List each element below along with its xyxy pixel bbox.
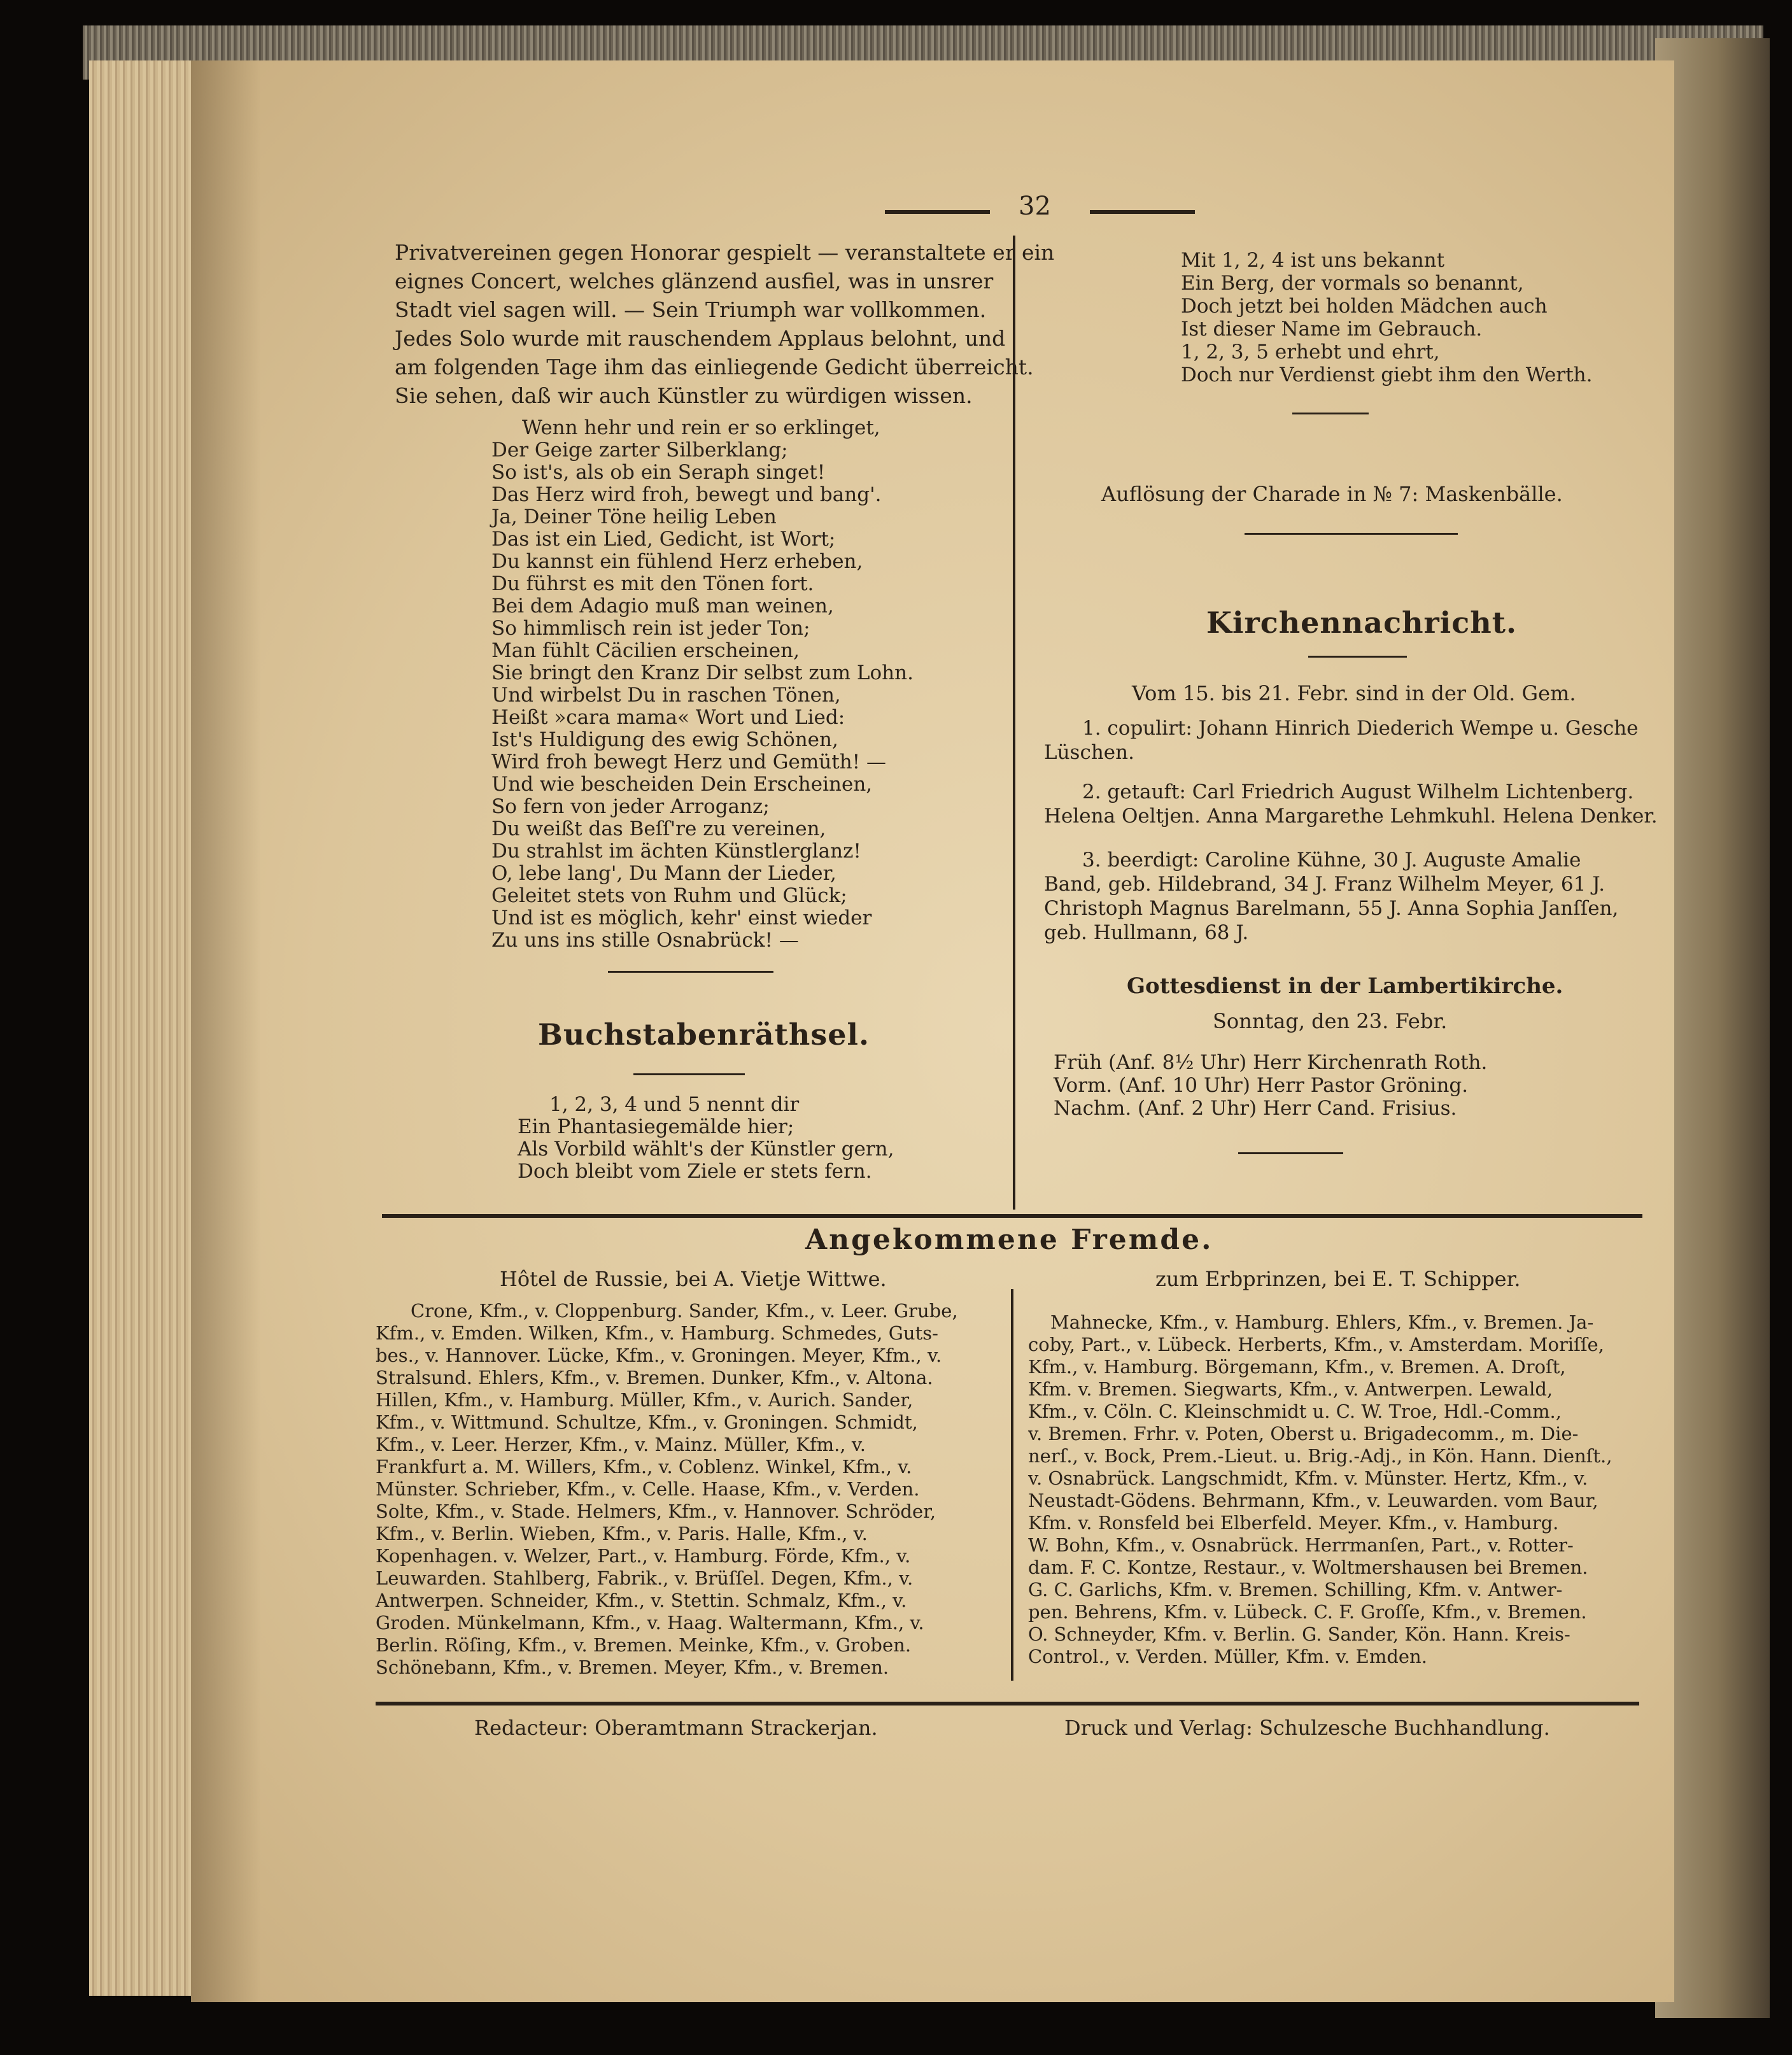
church-line: 2. getauft: Carl Friedrich August Wilhelm Lichtenberg. [1082, 780, 1634, 803]
arrival-line: Kfm., v. Hamburg. Börgemann, Kfm., v. Bremen. A. Droſt, [1028, 1356, 1566, 1378]
gutter-shadow [191, 60, 261, 2002]
poem-line: So ist's, als ob ein Seraph singet! [491, 461, 826, 484]
intro-line: Privatvereinen gegen Honorar gespielt — veranstaltete er ein [395, 240, 1055, 265]
riddle-line: Ein Phantasiegemälde hier; [518, 1115, 794, 1138]
poem-line: Heißt »cara mama« Wort und Lied: [491, 706, 845, 729]
arrival-line: Kfm., v. Berlin. Wieben, Kfm., v. Paris. Halle, Kfm., v. [376, 1523, 868, 1544]
arrival-line: Crone, Kfm., v. Cloppenburg. Sander, Kfm., v. Leer. Grube, [411, 1300, 958, 1322]
footer-printer: Druck und Verlag: Schulzesche Buchhandlung. [1064, 1716, 1550, 1740]
column-divider-top [1013, 236, 1015, 1210]
church-line: Lüschen. [1044, 741, 1134, 764]
poem-line: Man fühlt Cäcilien erscheinen, [491, 639, 800, 662]
riddle-line: Als Vorbild wählt's der Künstler gern, [518, 1138, 894, 1161]
arrival-line: Neustadt-Gödens. Behrmann, Kfm., v. Leuwarden. vom Baur, [1028, 1490, 1598, 1511]
poem-line: Geleitet stets von Ruhm und Glück; [491, 884, 847, 907]
section-rule [633, 1073, 745, 1075]
arrival-line: Kfm., v. Leer. Herzer, Kfm., v. Mainz. Müller, Kfm., v. [376, 1434, 866, 1455]
service-line: Vorm. (Anf. 10 Uhr) Herr Pastor Gröning. [1054, 1074, 1469, 1097]
section-rule [608, 971, 773, 973]
arrival-line: nerſ., v. Bock, Prem.-Lieut. u. Brig.-Adj., in Kön. Hann. Dienſt., [1028, 1445, 1612, 1467]
intro-line: Jedes Solo wurde mit rauschendem Applaus belohnt, und [395, 326, 1006, 351]
riddle-title: Buchstabenräthsel. [538, 1017, 870, 1052]
poem-line: Und wirbelst Du in raschen Tönen, [491, 684, 841, 707]
poem-line: O, lebe lang', Du Mann der Lieder, [491, 862, 836, 885]
column-divider-arrivals [1011, 1289, 1013, 1681]
church-line: Band, geb. Hildebrand, 34 J. Franz Wilhelm Meyer, 61 J. [1044, 873, 1605, 896]
arrival-line: v. Osnabrück. Langschmidt, Kfm. v. Münster. Hertz, Kfm., v. [1028, 1467, 1588, 1489]
intro-line: Stadt viel sagen will. — Sein Triumph war vollkommen. [395, 297, 987, 322]
poem-line: Bei dem Adagio muß man weinen, [491, 595, 834, 618]
section-rule [1245, 533, 1458, 535]
poem-line: Und ist es möglich, kehr' einst wieder [491, 907, 872, 929]
service-line: Früh (Anf. 8½ Uhr) Herr Kirchenrath Roth. [1054, 1051, 1488, 1074]
poem-line: So fern von jeder Arroganz; [491, 795, 770, 818]
arrival-line: Groden. Münkelmann, Kfm., v. Haag. Waltermann, Kfm., v. [376, 1612, 924, 1634]
riddle-line: Doch jetzt bei holden Mädchen auch [1181, 295, 1548, 318]
poem-line: Wird froh bewegt Herz und Gemüth! — [491, 751, 886, 773]
arrival-line: coby, Part., v. Lübeck. Herberts, Kfm., v. Amsterdam. Moriſſe, [1028, 1334, 1604, 1355]
poem-line: So himmlisch rein ist jeder Ton; [491, 617, 810, 640]
arrival-line: Kfm. v. Bremen. Siegwarts, Kfm., v. Antwerpen. Lewald, [1028, 1378, 1553, 1400]
section-rule [1292, 413, 1369, 414]
arrival-line: Kfm., v. Emden. Wilken, Kfm., v. Hamburg. Schmedes, Guts- [376, 1322, 938, 1344]
arrival-line: bes., v. Hannover. Lücke, Kfm., v. Groningen. Meyer, Kfm., v. [376, 1345, 942, 1366]
page-number: 32 [1019, 192, 1051, 221]
arrivals-right-heading: zum Erbprinzen, bei E. T. Schipper. [1155, 1267, 1521, 1291]
newspaper-page [191, 60, 1674, 2002]
intro-line: am folgenden Tage ihm das einliegende Gedicht überreicht. [395, 355, 1034, 379]
poem-line: Zu uns ins stille Osnabrück! — [491, 929, 799, 952]
arrival-line: Leuwarden. Stahlberg, Fabrik., v. Brüſſel. Degen, Kfm., v. [376, 1567, 914, 1589]
riddle-line: Doch bleibt vom Ziele er stets fern. [518, 1160, 872, 1183]
arrival-line: Hillen, Kfm., v. Hamburg. Müller, Kfm., v. Aurich. Sander, [376, 1389, 914, 1411]
poem-line: Das Herz wird froh, bewegt und bang'. [491, 483, 882, 506]
arrival-line: W. Bohn, Kfm., v. Osnabrück. Herrmanſen, Part., v. Rotter- [1028, 1534, 1574, 1556]
riddle-line: 1, 2, 3, 5 erhebt und ehrt, [1181, 341, 1440, 364]
page-number-dash-left [885, 210, 990, 214]
arrival-line: Solte, Kfm., v. Stade. Helmers, Kfm., v. Hannover. Schröder, [376, 1501, 936, 1522]
arrival-line: pen. Behrens, Kfm. v. Lübeck. C. F. Groſſe, Kfm., v. Bremen. [1028, 1601, 1587, 1623]
riddle-line: 1, 2, 3, 4 und 5 nennt dir [549, 1093, 800, 1116]
arrival-line: Control., v. Verden. Müller, Kfm. v. Emden. [1028, 1646, 1427, 1667]
poem-line: Ja, Deiner Töne heilig Leben [491, 505, 777, 528]
arrival-line: Berlin. Röſing, Kfm., v. Bremen. Meinke, Kfm., v. Groben. [376, 1634, 912, 1656]
arrival-line: Kfm. v. Ronsfeld bei Elberfeld. Meyer. Kfm., v. Hamburg. [1028, 1512, 1559, 1534]
poem-line: Und wie bescheiden Dein Erscheinen, [491, 773, 873, 796]
service-date: Sonntag, den 23. Febr. [1213, 1009, 1448, 1033]
arrival-line: Antwerpen. Schneider, Kfm., v. Stettin. Schmalz, Kfm., v. [376, 1590, 907, 1611]
arrival-line: Kopenhagen. v. Welzer, Part., v. Hamburg. Förde, Kfm., v. [376, 1545, 911, 1567]
arrivals-left-heading: Hôtel de Russie, bei A. Vietje Wittwe. [500, 1267, 887, 1291]
church-line: Christoph Magnus Barelmann, 55 J. Anna Sophia Janſſen, [1044, 897, 1619, 920]
arrival-line: v. Bremen. Frhr. v. Poten, Oberst u. Brigadecomm., m. Die- [1028, 1423, 1579, 1444]
arrival-line: Frankfurt a. M. Willers, Kfm., v. Coblenz. Winkel, Kfm., v. [376, 1456, 912, 1478]
horizontal-rule-arrivals [382, 1214, 1642, 1218]
poem-line: Das ist ein Lied, Gedicht, ist Wort; [491, 528, 836, 551]
riddle-line: Doch nur Verdienst giebt ihm den Werth. [1181, 364, 1593, 386]
section-rule [1238, 1152, 1343, 1154]
horizontal-rule-footer [376, 1702, 1639, 1705]
poem-line: Du kannst ein fühlend Herz erheben, [491, 550, 863, 573]
church-line: geb. Hullmann, 68 J. [1044, 921, 1249, 944]
arrival-line: Mahnecke, Kfm., v. Hamburg. Ehlers, Kfm., v. Bremen. Ja- [1050, 1311, 1594, 1333]
arrival-line: Kfm., v. Cöln. C. Kleinschmidt u. C. W. Troe, Hdl.-Comm., [1028, 1401, 1562, 1422]
intro-line: eignes Concert, welches glänzend ausfiel, was in unsrer [395, 269, 994, 293]
poem-line: Du führst es mit den Tönen fort. [491, 572, 814, 595]
church-line: Helena Oeltjen. Anna Margarethe Lehmkuhl. Helena Denker. [1044, 805, 1658, 828]
riddle-line: Ein Berg, der vormals so benannt, [1181, 272, 1524, 295]
section-rule [1308, 656, 1407, 658]
poem-line: Wenn hehr und rein er so erklinget, [522, 416, 880, 439]
church-news-title: Kirchennachricht. [1206, 605, 1517, 640]
service-title: Gottesdienst in der Lambertikirche. [1127, 973, 1563, 999]
poem-line: Du weißt das Beſſ're zu vereinen, [491, 817, 826, 840]
page-number-dash-right [1090, 210, 1195, 214]
arrivals-title: Angekommene Fremde. [805, 1224, 1213, 1256]
service-line: Nachm. (Anf. 2 Uhr) Herr Cand. Frisius. [1054, 1097, 1457, 1120]
arrival-line: Kfm., v. Wittmund. Schultze, Kfm., v. Groningen. Schmidt, [376, 1411, 918, 1433]
intro-line: Sie sehen, daß wir auch Künstler zu würdigen wissen. [395, 383, 973, 408]
riddle-line: Mit 1, 2, 4 ist uns bekannt [1181, 249, 1445, 272]
arrival-line: Münster. Schrieber, Kfm., v. Celle. Haase, Kfm., v. Verden. [376, 1478, 920, 1500]
poem-line: Ist's Huldigung des ewig Schönen, [491, 728, 838, 751]
arrival-line: O. Schneyder, Kfm. v. Berlin. G. Sander, Kön. Hann. Kreis- [1028, 1623, 1570, 1645]
footer-editor: Redacteur: Oberamtmann Strackerjan. [474, 1716, 878, 1740]
poem-line: Sie bringt den Kranz Dir selbst zum Lohn. [491, 661, 914, 684]
church-line: 3. beerdigt: Caroline Kühne, 30 J. Auguste Amalie [1082, 849, 1581, 872]
charade-solution: Auflösung der Charade in № 7: Maskenbälle. [1101, 482, 1563, 506]
arrival-line: Schönebann, Kfm., v. Bremen. Meyer, Kfm., v. Bremen. [376, 1656, 889, 1678]
riddle-line: Ist dieser Name im Gebrauch. [1181, 318, 1483, 341]
poem-line: Du strahlst im ächten Künstlerglanz! [491, 840, 861, 863]
arrival-line: dam. F. C. Kontze, Restaur., v. Woltmershausen bei Bremen. [1028, 1557, 1588, 1578]
church-line: 1. copulirt: Johann Hinrich Diederich Wempe u. Gesche [1082, 717, 1639, 740]
arrival-line: G. C. Garlichs, Kfm. v. Bremen. Schilling, Kfm. v. Antwer- [1028, 1579, 1563, 1600]
arrival-line: Stralsund. Ehlers, Kfm., v. Bremen. Dunker, Kfm., v. Altona. [376, 1367, 933, 1388]
church-period: Vom 15. bis 21. Febr. sind in der Old. Gem. [1132, 681, 1576, 705]
poem-line: Der Geige zarter Silberklang; [491, 439, 788, 462]
